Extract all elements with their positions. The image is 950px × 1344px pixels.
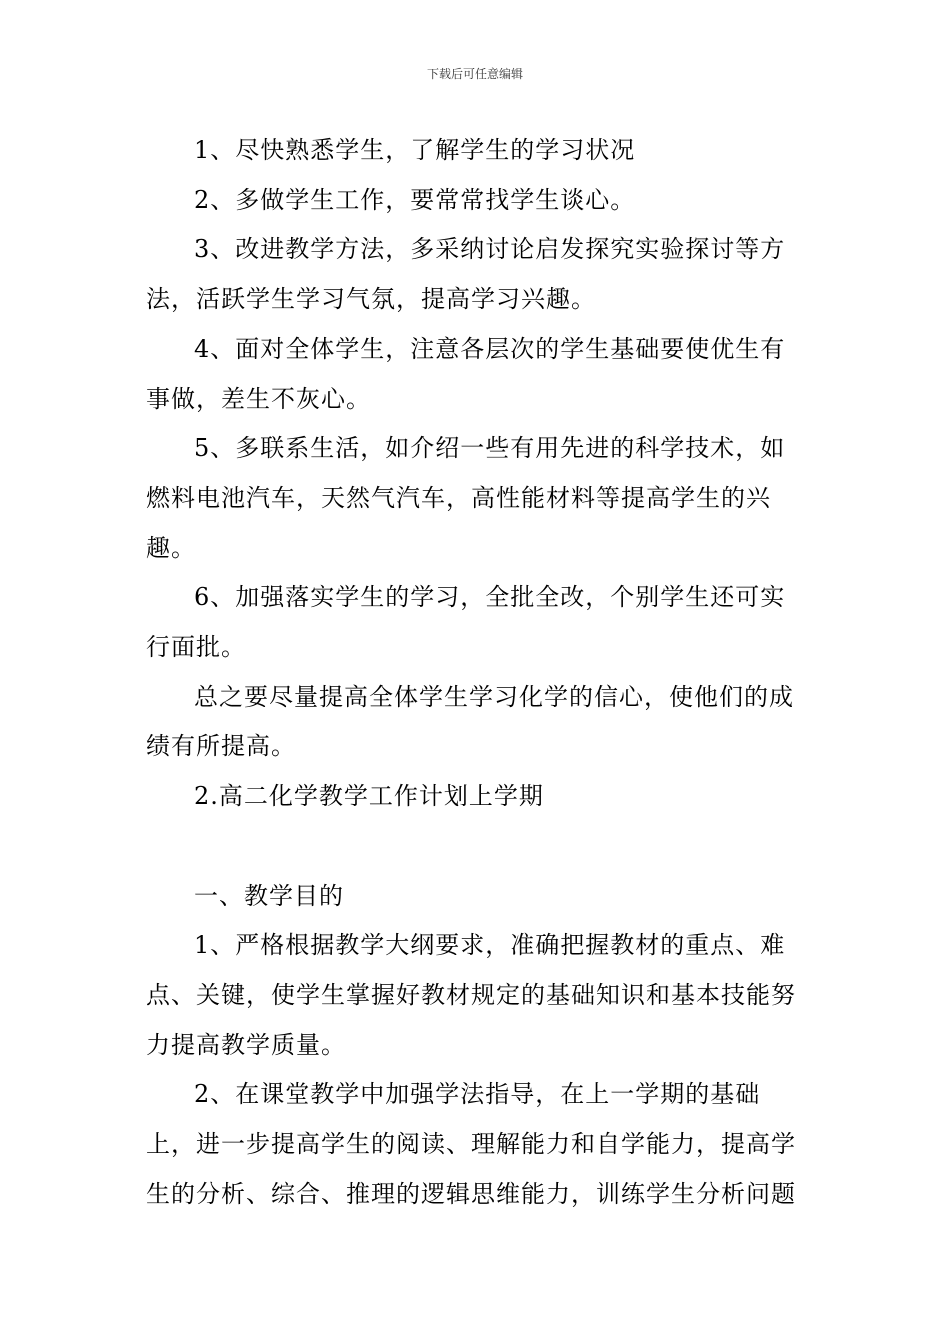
paragraph: 1、严格根据教学大纲要求，准确把握教材的重点、难点、关键，使学生掌握好教材规定的基础知识和基本技能努力提高教学质量。	[146, 931, 796, 1059]
paragraph: 2、在课堂教学中加强学法指导，在上一学期的基础上，进一步提高学生的阅读、理解能力和自学能力，提高学生的分析、综合、推理的逻辑思维能力，训练学生分析问题	[146, 1080, 796, 1208]
paragraph: 3、改进教学方法，多采纳讨论启发探究实验探讨等方法，活跃学生学习气氛，提高学习兴趣。	[146, 235, 786, 314]
paragraph: 总之要尽量提高全体学生学习化学的信心，使他们的成绩有所提高。	[146, 682, 794, 761]
header-note: 下载后可任意编辑	[426, 67, 523, 81]
paragraph: 4、面对全体学生，注意各层次的学生基础要使优生有事做，差生不灰心。	[146, 334, 786, 413]
subsection-heading: 一、教学目的	[194, 881, 344, 910]
section-title: 2.高二化学教学工作计划上学期	[194, 782, 544, 811]
paragraph: 6、加强落实学生的学习，全批全改，个别学生还可实行面批。	[146, 583, 786, 662]
blank-line	[146, 822, 810, 872]
document-body	[146, 126, 810, 1219]
paragraph: 1、尽快熟悉学生，了解学生的学习状况	[194, 136, 636, 164]
paragraph: 5、多联系生活，如介绍一些有用先进的科学技术，如燃料电池汽车，天然气汽车，高性能材料等提高学生的兴趣。	[146, 434, 786, 562]
paragraph: 2、多做学生工作，要常常找学生谈心。	[194, 185, 636, 214]
